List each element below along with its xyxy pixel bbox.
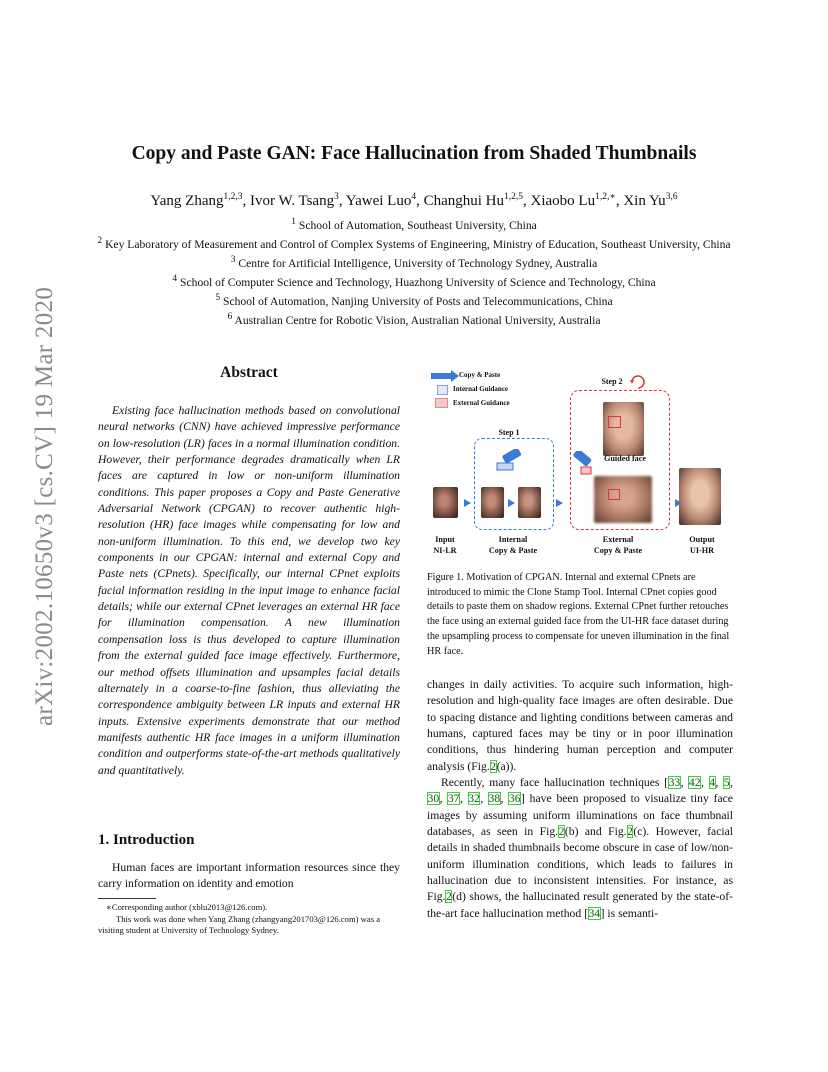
citation-link[interactable]: 32 <box>468 792 480 806</box>
affiliation: $^5$ School of Automation, Nanjing University of Posts and Telecommunications, China <box>215 293 613 308</box>
input-face-image <box>433 487 458 518</box>
figure-caption: Figure 1. Motivation of CPGAN. Internal and external CPnets are introduced to mimic the Clone Stamp Tool. Internal CPnet copies good details to paste them on shadow regions. External CPnet further retouches the face using an external guided face from the UI-HR face dataset during the upsampling process to compensate for uneven illumination in the final HR face. <box>427 572 730 657</box>
guided-face-label: Guided face <box>603 454 647 463</box>
citation-link[interactable]: 42 <box>688 776 701 789</box>
arrow-icon <box>464 499 471 507</box>
arrow-icon <box>508 499 515 507</box>
guided-face-image <box>603 402 644 456</box>
figure-ref-link[interactable]: 2 <box>490 759 497 773</box>
paper-title: Copy and Paste GAN: Face Hallucination from Shaded Thumbnails <box>131 143 697 164</box>
affiliation: $^6$ Australian Centre for Robotic Vision, Australian National University, Australia <box>227 312 601 327</box>
citation-link[interactable]: 34 <box>588 906 601 920</box>
citation-link[interactable]: 33 <box>668 776 681 789</box>
affiliation: $^1$ School of Automation, Southeast University, China <box>291 217 537 232</box>
legend-external: External Guidance <box>453 399 510 407</box>
guided-region-box <box>608 416 621 428</box>
abstract-heading: Abstract <box>220 364 278 381</box>
figure-ref-link[interactable]: 2 <box>627 825 633 839</box>
author: Xiaobo Lu <box>530 193 596 209</box>
citation-link[interactable]: 5 <box>723 776 730 789</box>
arrow-icon <box>556 499 563 507</box>
step1-label: Step 1 <box>498 428 520 437</box>
external-face-image <box>594 476 652 523</box>
intro-heading: 1. Introduction <box>98 832 195 848</box>
col2-paragraph-2: Recently, many face hallucination techniques [33, 42, 4, 5, 30, 37, 32, 38, 36] have been proposed to visualize tiny face images by assuming uniform illuminations on face thumbnail databases, as seen in Fig.2(b) and Fig.2(c). However, facial details in shaded thumbnails become obscure in case of low/non-uniform illumination conditions, which leads to failures in hallucination due to inconsistent intensities. For instance, as Fig.2(d) shows, the hallucinated result generated by the state-of-the-art face hallucination method [34] is semanti- <box>427 776 733 920</box>
arxiv-stamp: arXiv:2002.10650v3 [cs.CV] 19 Mar 2020 <box>31 286 58 726</box>
affiliation: $^4$ School of Computer Science and Technology, Huazhong University of Science and Technology, China <box>172 274 656 289</box>
legend-internal: Internal Guidance <box>453 385 509 393</box>
legend-copy-paste: Copy & Paste <box>459 371 501 379</box>
intro-paragraph: Human faces are important information resources since they carry information on identity and emotion <box>98 861 400 891</box>
affiliation: $^2$ Key Laboratory of Measurement and Control of Complex Systems of Engineering, Ministry of Education, Southeast University, China <box>97 236 731 251</box>
author-list: Yang Zhang$^{1,2,3}$, Ivor W. Tsang$^3$, Yawei Luo$^4$, Changhui Hu$^{1,2,5}$, Xiaobo $Lu^{1,2,∗}$, Xin Yu$^{3,6}$ <box>150 192 678 209</box>
citation-link[interactable]: 4 <box>709 776 716 789</box>
clone-stamp-icon <box>495 449 529 473</box>
author: Ivor W. Tsang <box>249 193 335 209</box>
figure-ref-link[interactable]: 2 <box>558 825 565 839</box>
affiliation: $^3$ Centre for Artificial Intelligence, University of Technology Sydney, Australia <box>230 255 598 270</box>
col-input-label: Input NI-LR <box>433 535 457 555</box>
step2-label: Step 2 <box>601 377 623 386</box>
external-region-box <box>608 489 620 500</box>
author: Yang Zhang <box>150 193 224 209</box>
col-output-label: Output UI-HR <box>689 535 715 555</box>
output-face-image <box>679 468 721 525</box>
cycle-icon <box>628 374 648 390</box>
figure-ref-link[interactable]: 2 <box>445 890 452 904</box>
citation-link[interactable]: 30 <box>427 792 440 806</box>
external-guidance-swatch <box>435 398 448 408</box>
footnote: This work was done when Yang Zhang (zhangyang201703@126.com) was a visiting student at University of Technology Sydney. <box>98 914 381 935</box>
copy-paste-arrow-icon <box>431 370 461 382</box>
clone-stamp-icon <box>567 451 597 477</box>
citation-link[interactable]: 38 <box>488 792 501 806</box>
citation-link[interactable]: 36 <box>508 792 521 806</box>
abstract-text: Existing face hallucination methods based on convolutional neural networks (CNN) have achieved impressive performance on low-resolution (LR) faces in a normal illumination condition. However, their performance degrades dramatically when LR faces are captured in low or non-uniform illumination conditions. This paper proposes a Copy and Paste Generative Adversarial Network (CPGAN) to recover authentic high-resolution (HR) face images while compensating for low and non-uniform illumination. To this end, we develop two key components in our CPGAN: internal and external Copy and Paste nets (CPnets). Specifically, our internal CPnet exploits facial information residing in the input image to enhance facial details; while our external CPnet leverages an external HR face for illumination compensation. A new illumination compensation loss is thus developed to capture illumination from the external guided face image effectively. Furthermore, our method offsets illumination and upsamples facial details alternately in a coarse-to-fine fashion, thus alleviating the correspondence ambiguity between LR inputs and external HR inputs. Extensive experiments demonstrate that our method manifests authentic HR face images in a uniform illumination condition and outperforms state-of-the-art methods qualitatively and quantitatively. <box>98 404 400 777</box>
internal-guidance-swatch <box>437 385 448 395</box>
author: Changhui Hu <box>423 193 505 209</box>
internal-face-image-2 <box>518 487 541 518</box>
citation-link[interactable]: 37 <box>447 792 460 806</box>
col-internal-label: Internal Copy & Paste <box>488 535 538 555</box>
col2-paragraph-1: changes in daily activities. To acquire such information, high-resolution and high-quality face images are often desirable. Due to spacing distance and lighting conditions between cameras and humans, captured faces may be tiny or in poor illumination conditions, thus hindering human perception and computer analysis (Fig.2(a)). <box>427 678 733 773</box>
footnote-rule <box>98 898 156 899</box>
internal-face-image-1 <box>481 487 504 518</box>
author: Xin Yu <box>623 193 666 209</box>
author: Yawei Luo <box>345 193 412 209</box>
col-external-label: External Copy & Paste <box>593 535 643 555</box>
footnote: ∗Corresponding author (xblu2013@126.com). <box>106 902 268 912</box>
figure-1 <box>427 365 733 565</box>
